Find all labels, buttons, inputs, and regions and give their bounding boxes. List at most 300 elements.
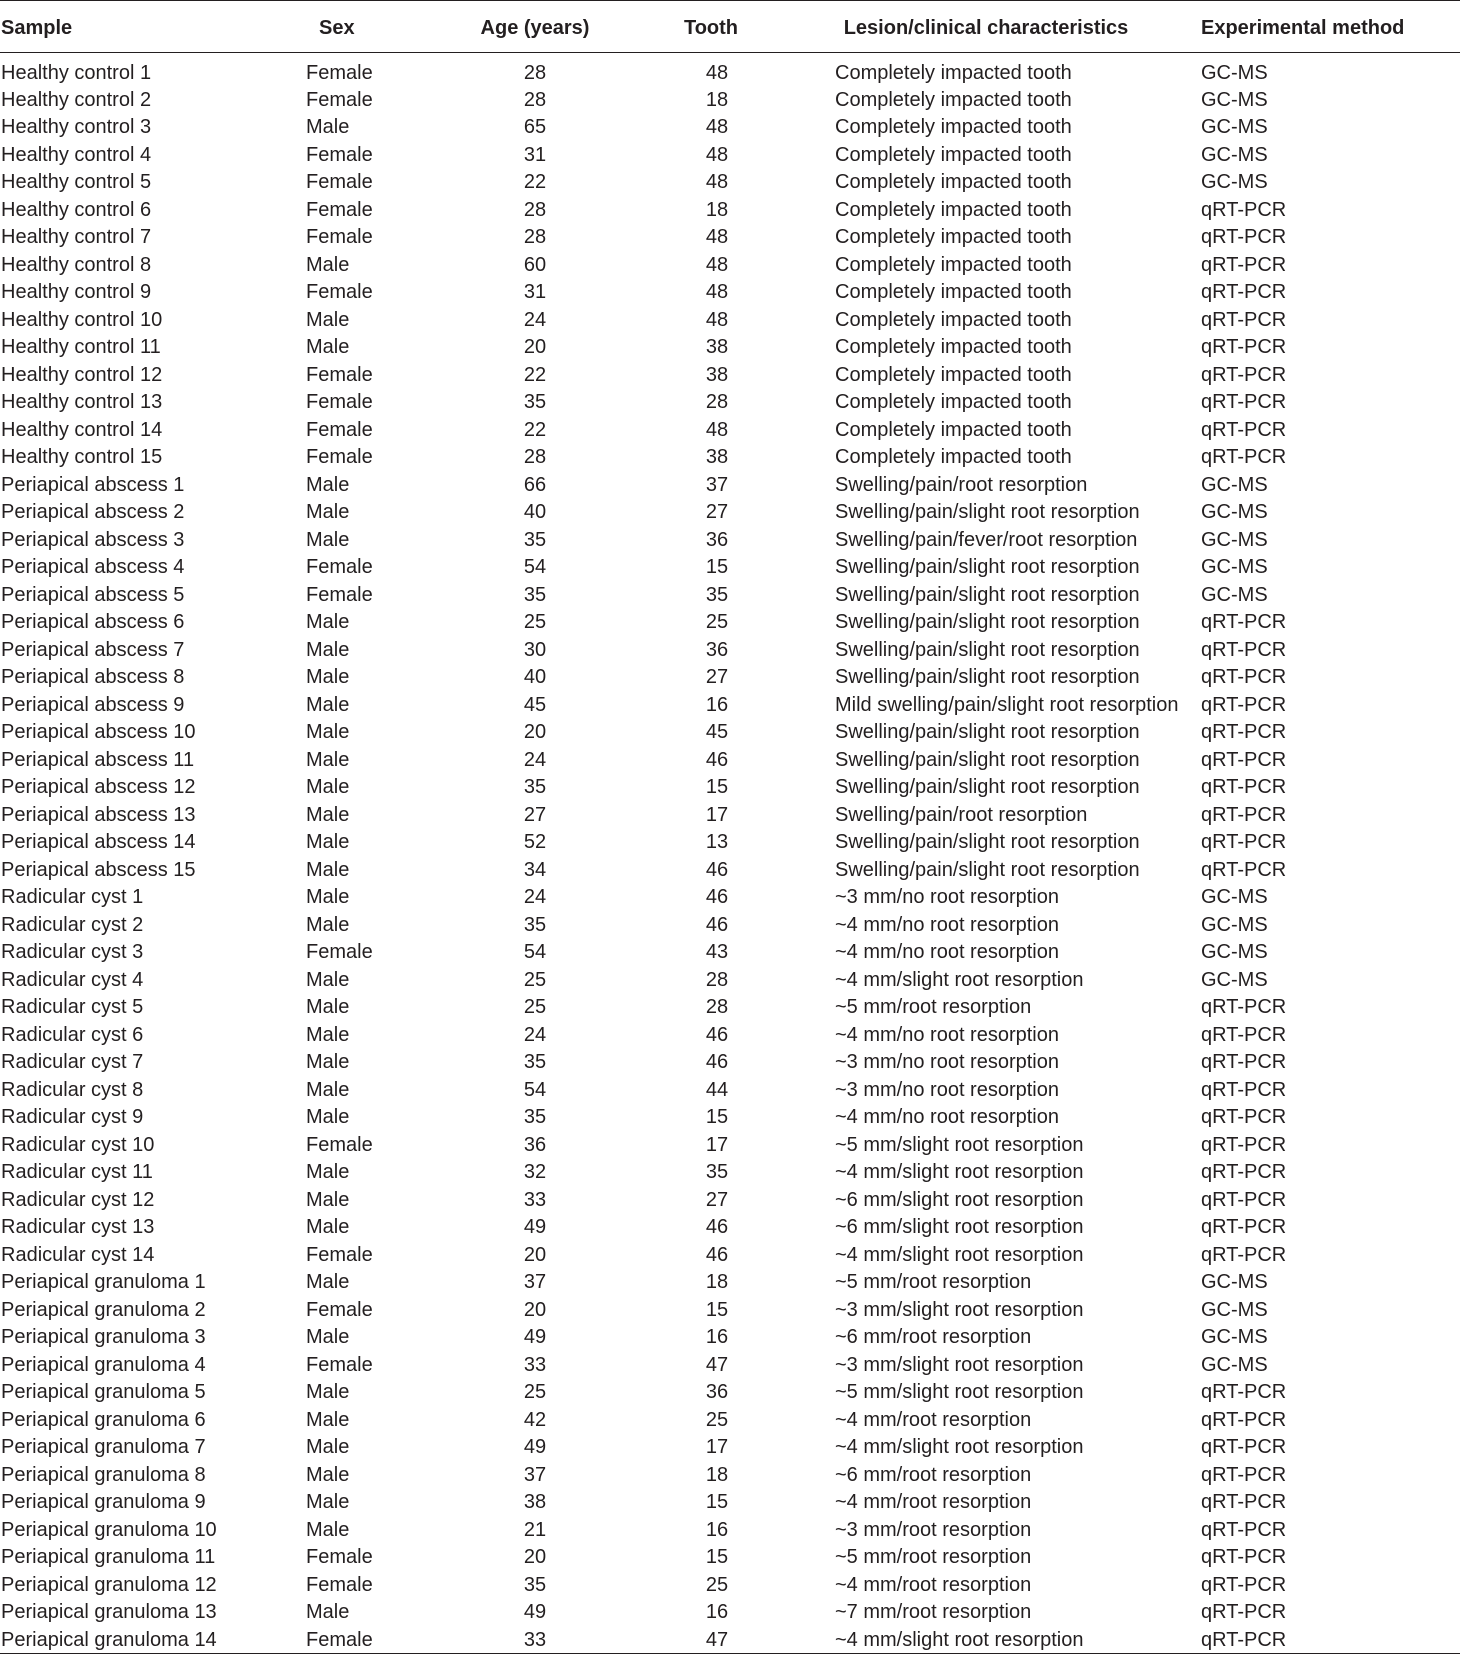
cell-tooth: 48 [705,116,729,139]
table-row [0,1269,1460,1297]
cell-sample: Healthy control 8 [1,253,152,276]
cell-tooth: 27 [705,501,729,524]
column-header-sex: Sex [301,1,419,53]
cell-method: GC-MS [1201,556,1268,579]
cell-method: GC-MS [1201,913,1268,936]
cell-method: qRT-PCR [1201,336,1287,359]
cell-method: qRT-PCR [1201,1243,1287,1266]
cell-method: qRT-PCR [1201,1161,1287,1184]
cell-age: 20 [523,1298,547,1321]
cell-tooth: 15 [705,776,729,799]
cell-sample: Radicular cyst 13 [1,1216,155,1239]
cell-sex: Male [306,1408,350,1431]
cell-sample: Healthy control 9 [1,281,152,304]
cell-tooth: 25 [705,1573,729,1596]
cell-lesion: Swelling/pain/slight root resorption [835,611,1140,634]
cell-method: GC-MS [1201,501,1268,524]
cell-tooth: 48 [705,253,729,276]
cell-lesion: ~5 mm/slight root resorption [835,1381,1084,1404]
cell-lesion: ~4 mm/no root resorption [835,1106,1059,1129]
cell-lesion: Completely impacted tooth [835,336,1072,359]
table-row [0,416,1460,444]
cell-tooth: 48 [705,281,729,304]
cell-method: qRT-PCR [1201,1626,1460,1654]
cell-sex: Male [306,1436,350,1459]
cell-sex: Male [306,913,350,936]
cell-lesion: ~5 mm/root resorption [835,996,1032,1019]
cell-age: 34 [523,858,547,881]
cell-sample: Healthy control 5 [1,171,152,194]
cell-sex: Male [306,803,350,826]
cell-age: 30 [523,638,547,661]
cell-age: 33 [419,1626,651,1654]
cell-tooth: 46 [705,748,729,771]
cell-sex: Male [306,611,350,634]
cell-sex: Male [306,858,350,881]
cell-sample: Healthy control 3 [1,116,152,139]
cell-sample: Radicular cyst 14 [1,1243,155,1266]
cell-age: 49 [523,1601,547,1624]
cell-sex: Female [306,363,373,386]
cell-sample: Periapical granuloma 12 [1,1573,217,1596]
cell-sample: Healthy control 4 [1,143,152,166]
table-row [0,884,1460,912]
cell-sex: Male [306,1491,350,1514]
table-row [0,911,1460,939]
cell-sample: Radicular cyst 8 [1,1078,144,1101]
cell-lesion: ~4 mm/root resorption [835,1573,1032,1596]
cell-sex: Male [306,968,350,991]
cell-age: 28 [523,88,547,111]
cell-tooth: 36 [705,528,729,551]
cell-tooth: 16 [705,1326,729,1349]
cell-method: qRT-PCR [1201,363,1287,386]
cell-sex: Male [306,1326,350,1349]
cell-sample: Radicular cyst 11 [1,1161,153,1184]
cell-sample: Radicular cyst 12 [1,1188,155,1211]
cell-age: 22 [523,418,547,441]
cell-lesion: Swelling/pain/slight root resorption [835,858,1140,881]
cell-tooth: 16 [705,1601,729,1624]
cell-age: 37 [523,1271,547,1294]
cell-sex: Male [306,336,350,359]
cell-age: 40 [523,666,547,689]
cell-lesion: Swelling/pain/root resorption [835,473,1088,496]
cell-age: 35 [523,583,547,606]
table-row [0,1131,1460,1159]
cell-method: qRT-PCR [1201,1491,1287,1514]
cell-sex: Female [306,446,373,469]
cell-tooth: 43 [705,941,729,964]
cell-sex: Female [306,941,373,964]
cell-tooth: 47 [651,1626,771,1654]
cell-age: 25 [523,968,547,991]
cell-age: 24 [523,886,547,909]
table-row [0,1241,1460,1269]
cell-age: 37 [523,1463,547,1486]
cell-sample: Periapical granuloma 9 [1,1491,206,1514]
table-row [0,581,1460,609]
cell-method: qRT-PCR [1201,721,1287,744]
cell-tooth: 46 [705,1051,729,1074]
cell-sample: Periapical granuloma 1 [1,1271,206,1294]
table-row [0,471,1460,499]
cell-method: qRT-PCR [1201,308,1287,331]
table-row [0,746,1460,774]
cell-tooth: 46 [705,1243,729,1266]
cell-sex: Female [306,143,373,166]
table-row [0,196,1460,224]
cell-age: 65 [523,116,547,139]
cell-tooth: 15 [705,556,729,579]
cell-sample: Periapical granuloma 3 [1,1326,206,1349]
cell-lesion: Completely impacted tooth [835,62,1072,84]
cell-age: 40 [523,501,547,524]
cell-method: GC-MS [1201,62,1268,84]
cell-method: GC-MS [1201,1271,1268,1294]
cell-tooth: 47 [705,1353,729,1376]
header-row [0,1,1460,53]
cell-sample: Periapical abscess 6 [1,611,185,634]
cell-sex: Female [306,583,373,606]
cell-lesion: ~4 mm/slight root resorption [835,1243,1084,1266]
cell-method: qRT-PCR [1201,1381,1287,1404]
cell-method: GC-MS [1201,171,1268,194]
table-row [0,1461,1460,1489]
cell-sample: Periapical abscess 10 [1,721,196,744]
cell-sex: Male [306,1518,350,1541]
cell-tooth: 48 [705,308,729,331]
cell-lesion: ~3 mm/root resorption [835,1518,1032,1541]
cell-age: 27 [523,803,547,826]
cell-lesion: ~3 mm/no root resorption [835,886,1059,909]
cell-age: 24 [523,748,547,771]
cell-sample: Periapical abscess 14 [1,831,196,854]
cell-sex: Female [306,1243,373,1266]
table-row [0,939,1460,967]
cell-tooth: 48 [705,418,729,441]
cell-tooth: 28 [705,996,729,1019]
cell-lesion: ~4 mm/no root resorption [835,913,1059,936]
cell-sex: Female [306,198,373,221]
cell-sex: Male [306,1106,350,1129]
table-row [0,636,1460,664]
cell-method: qRT-PCR [1201,1106,1287,1129]
cell-sample: Healthy control 15 [1,446,163,469]
cell-method: qRT-PCR [1201,611,1287,634]
cell-sex: Male [306,776,350,799]
cell-method: qRT-PCR [1201,446,1287,469]
cell-lesion: ~3 mm/no root resorption [835,1051,1059,1074]
cell-tooth: 48 [705,143,729,166]
table-row [0,1076,1460,1104]
cell-age: 24 [523,1023,547,1046]
cell-tooth: 48 [705,171,729,194]
table-header [0,1,1460,53]
table-row [0,1159,1460,1187]
cell-sex: Male [306,831,350,854]
table-row [0,1571,1460,1599]
cell-age: 60 [523,253,547,276]
cell-age: 28 [523,446,547,469]
cell-age: 35 [523,1051,547,1074]
table-row [0,1626,1460,1654]
cell-sample: Periapical abscess 8 [1,666,185,689]
cell-lesion: Completely impacted tooth [835,363,1072,386]
cell-tooth: 18 [705,88,729,111]
table-row [0,994,1460,1022]
cell-sex: Female [306,1353,373,1376]
table-row [0,1351,1460,1379]
table-row [0,1214,1460,1242]
cell-sex: Male [306,528,350,551]
cell-lesion: Swelling/pain/slight root resorption [835,721,1140,744]
cell-sex: Female [306,391,373,414]
cell-lesion: Swelling/pain/slight root resorption [835,666,1140,689]
cell-sample: Healthy control 12 [1,363,163,386]
cell-tooth: 15 [705,1491,729,1514]
cell-sex: Male [306,886,350,909]
cell-lesion: Swelling/pain/slight root resorption [835,556,1140,579]
cell-sample: Periapical granuloma 13 [1,1601,217,1624]
cell-sample: Periapical abscess 7 [1,638,185,661]
cell-tooth: 28 [705,391,729,414]
cell-sample: Radicular cyst 6 [1,1023,144,1046]
cell-lesion: ~4 mm/root resorption [835,1408,1032,1431]
table-row [0,279,1460,307]
cell-tooth: 46 [705,1216,729,1239]
cell-lesion: Completely impacted tooth [835,281,1072,304]
cell-sample: Healthy control 11 [1,336,161,359]
cell-sample: Periapical abscess 12 [1,776,196,799]
cell-sex: Male [306,1601,350,1624]
cell-age: 36 [523,1133,547,1156]
table-row [0,1406,1460,1434]
table-row [0,1599,1460,1627]
cell-method: qRT-PCR [1201,776,1287,799]
cell-age: 42 [523,1408,547,1431]
cell-method: GC-MS [1201,968,1268,991]
table-row [0,169,1460,197]
cell-method: qRT-PCR [1201,1078,1287,1101]
cell-age: 25 [523,996,547,1019]
table-row [0,1186,1460,1214]
cell-sex: Male [306,748,350,771]
table-row [0,114,1460,142]
cell-tooth: 25 [705,1408,729,1431]
cell-lesion: Completely impacted tooth [835,253,1072,276]
cell-age: 49 [523,1436,547,1459]
cell-lesion: Swelling/pain/slight root resorption [835,638,1140,661]
cell-tooth: 46 [705,886,729,909]
table-row [0,1379,1460,1407]
table-row [0,1516,1460,1544]
cell-sample: Radicular cyst 4 [1,968,144,991]
table-row [0,334,1460,362]
table-row [0,856,1460,884]
table-row [0,1104,1460,1132]
table-row [0,1434,1460,1462]
cell-age: 35 [523,391,547,414]
cell-age: 33 [523,1188,547,1211]
cell-lesion: Completely impacted tooth [835,198,1072,221]
cell-age: 28 [523,62,547,84]
cell-sample: Radicular cyst 3 [1,941,144,964]
cell-sample: Healthy control 7 [1,226,152,249]
cell-sex: Male [306,1271,350,1294]
cell-method: qRT-PCR [1201,281,1287,304]
cell-method: qRT-PCR [1201,226,1287,249]
table-row [0,554,1460,582]
cell-sex: Female [306,1133,373,1156]
cell-sample: Radicular cyst 9 [1,1106,144,1129]
cell-tooth: 18 [705,1463,729,1486]
cell-sex: Male [306,996,350,1019]
cell-method: qRT-PCR [1201,1051,1287,1074]
cell-sample: Periapical abscess 11 [1,748,195,771]
cell-method: qRT-PCR [1201,1573,1287,1596]
cell-method: qRT-PCR [1201,831,1287,854]
table-row [0,719,1460,747]
cell-tooth: 46 [705,858,729,881]
cell-sample: Healthy control 1 [1,62,152,84]
cell-method: qRT-PCR [1201,803,1287,826]
cell-lesion: Completely impacted tooth [835,308,1072,331]
table-row [0,609,1460,637]
table-row [0,801,1460,829]
cell-lesion: Swelling/pain/slight root resorption [835,831,1140,854]
cell-tooth: 15 [705,1546,729,1569]
cell-age: 22 [523,171,547,194]
cell-lesion: ~4 mm/slight root resorption [771,1626,1201,1654]
cell-sex: Male [306,666,350,689]
cell-sex: Male [306,501,350,524]
cell-method: qRT-PCR [1201,1518,1287,1541]
cell-sex: Male [306,1463,350,1486]
cell-method: qRT-PCR [1201,1546,1287,1569]
cell-age: 20 [523,336,547,359]
cell-age: 20 [523,721,547,744]
table-row [0,966,1460,994]
table-row [0,389,1460,417]
cell-lesion: ~3 mm/no root resorption [835,1078,1059,1101]
cell-tooth: 13 [705,831,729,854]
cell-tooth: 28 [705,968,729,991]
cell-sample: Periapical granuloma 5 [1,1381,206,1404]
column-header-sample: Sample [0,1,301,53]
cell-sample: Periapical granuloma 6 [1,1408,206,1431]
cell-sample: Radicular cyst 2 [1,913,144,936]
cell-age: 49 [523,1216,547,1239]
cell-sex: Female [306,1298,373,1321]
cell-tooth: 18 [705,198,729,221]
table-row [0,774,1460,802]
cell-sex: Male [306,1381,350,1404]
cell-method: qRT-PCR [1201,1408,1287,1431]
cell-method: GC-MS [1201,473,1268,496]
cell-tooth: 27 [705,666,729,689]
cell-sex: Female [306,171,373,194]
cell-tooth: 38 [705,336,729,359]
cell-tooth: 44 [705,1078,729,1101]
cell-method: qRT-PCR [1201,996,1287,1019]
cell-sex: Male [306,253,350,276]
cell-lesion: ~4 mm/no root resorption [835,941,1059,964]
cell-sample: Periapical abscess 15 [1,858,196,881]
cell-lesion: Swelling/pain/root resorption [835,803,1088,826]
column-header-tooth: Tooth [651,1,771,53]
table-row [0,86,1460,114]
cell-sample: Periapical granuloma 8 [1,1463,206,1486]
cell-sample: Radicular cyst 7 [1,1051,144,1074]
cell-tooth: 25 [705,611,729,634]
cell-sample: Radicular cyst 10 [1,1133,155,1156]
cell-method: qRT-PCR [1201,1463,1287,1486]
cell-lesion: ~6 mm/slight root resorption [835,1216,1084,1239]
table-row [0,141,1460,169]
cell-lesion: ~5 mm/root resorption [835,1546,1032,1569]
cell-age: 35 [523,1106,547,1129]
cell-method: qRT-PCR [1201,1436,1287,1459]
cell-method: qRT-PCR [1201,253,1287,276]
cell-sex: Male [306,1188,350,1211]
cell-sample: Periapical abscess 5 [1,583,185,606]
cell-sample: Radicular cyst 1 [1,886,144,909]
table-row [0,224,1460,252]
cell-sex: Male [306,1051,350,1074]
cell-sex: Male [306,693,350,716]
cell-tooth: 48 [705,226,729,249]
cell-lesion: Mild swelling/pain/slight root resorption [835,693,1179,716]
table-row [0,1021,1460,1049]
cell-sample: Radicular cyst 5 [1,996,144,1019]
cell-sample: Healthy control 10 [1,308,163,331]
cell-sample: Periapical abscess 3 [1,528,185,551]
cell-lesion: ~4 mm/slight root resorption [835,1161,1084,1184]
cell-tooth: 36 [705,1381,729,1404]
cell-sample: Periapical abscess 9 [1,693,185,716]
cell-age: 49 [523,1326,547,1349]
cell-lesion: Swelling/pain/slight root resorption [835,583,1140,606]
cell-lesion: ~3 mm/slight root resorption [835,1298,1084,1321]
cell-sex: Male [306,1161,350,1184]
cell-sample: Periapical abscess 13 [1,803,196,826]
cell-age: 45 [523,693,547,716]
cell-sample: Periapical abscess 1 [1,473,185,496]
cell-method: qRT-PCR [1201,638,1287,661]
cell-sample: Periapical granuloma 10 [1,1518,217,1541]
cell-age: 21 [523,1518,547,1541]
cell-age: 20 [523,1243,547,1266]
cell-age: 25 [523,1381,547,1404]
cell-lesion: Completely impacted tooth [835,391,1072,414]
cell-sex: Female [301,1626,419,1654]
cell-method: GC-MS [1201,1298,1268,1321]
cell-sex: Male [306,638,350,661]
cell-lesion: Swelling/pain/slight root resorption [835,748,1140,771]
cell-tooth: 46 [705,1023,729,1046]
cell-lesion: ~7 mm/root resorption [835,1601,1032,1624]
cell-age: 66 [523,473,547,496]
cell-lesion: Swelling/pain/fever/root resorption [835,528,1138,551]
cell-age: 38 [523,1491,547,1514]
cell-age: 24 [523,308,547,331]
cell-tooth: 35 [705,1161,729,1184]
table-row [0,664,1460,692]
table-row [0,251,1460,279]
cell-method: qRT-PCR [1201,748,1287,771]
cell-tooth: 15 [705,1298,729,1321]
